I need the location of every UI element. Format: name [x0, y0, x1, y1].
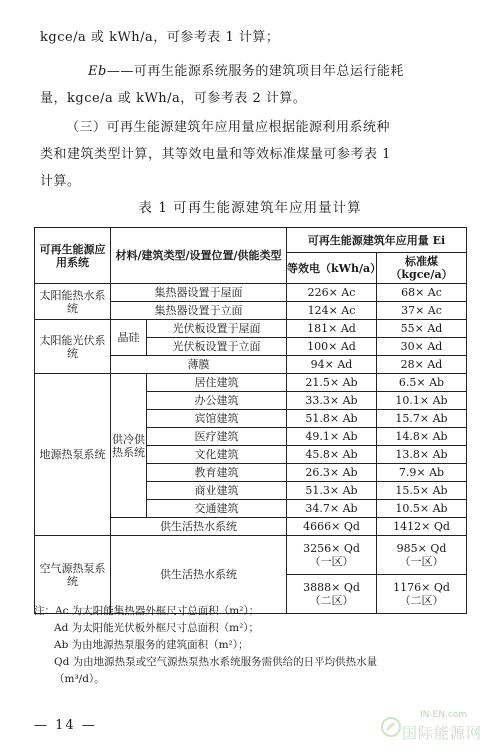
- elec-value: 33.3× Ab: [287, 392, 377, 410]
- paragraph-line-1: [40, 26, 470, 45]
- coal-value: 30× Ad: [377, 338, 467, 356]
- zone-label: （一区）: [309, 555, 354, 568]
- row-label: 薄膜: [111, 356, 287, 374]
- row-label: 宾馆建筑: [147, 410, 287, 428]
- row-label: 医疗建筑: [147, 428, 287, 446]
- header-system: 可再生能源应用系统: [35, 228, 111, 284]
- watermark: [380, 710, 490, 746]
- paragraph-section-3: [40, 114, 470, 195]
- header-row-1: [35, 228, 467, 253]
- value: 3256× Qd: [303, 542, 360, 555]
- zone-label: （一区）: [399, 555, 444, 568]
- eb-line-cont: 量，kgce/a 或 kWh/a，可参考表 2 计算。: [40, 91, 307, 106]
- note-line: 注：Ac 为太阳能集热器外框尺寸总面积（m²）；: [34, 605, 260, 617]
- eb-text: ——可再生能源系统服务的建筑项目年总运行能耗: [106, 64, 404, 79]
- row-label: 教育建筑: [147, 464, 287, 482]
- row-label: 办公建筑: [147, 392, 287, 410]
- row-label: 集热器设置于立面: [111, 302, 287, 320]
- coal-value: 10.1× Ab: [377, 392, 467, 410]
- elec-value: 51.3× Ab: [287, 482, 377, 500]
- table-row: [35, 536, 467, 575]
- note-line: Qd 为由地源热泵或空气源热泵热水系统服务需供给的日平均供热水量: [54, 656, 378, 668]
- header-coal: 标准煤（kgce/a）: [377, 253, 467, 284]
- note-line: Ab 为由地源热泵服务的建筑面积（m²）；: [54, 639, 249, 651]
- elec-value: 34.7× Ab: [287, 500, 377, 518]
- elec-value: 100× Ad: [287, 338, 377, 356]
- group-air-source: 空气源热泵系统: [35, 536, 111, 614]
- group-heating-cooling: 供冷供热系统: [111, 374, 147, 518]
- elec-value: 51.8× Ab: [287, 410, 377, 428]
- coal-value: 7.9× Ab: [377, 464, 467, 482]
- energy-table: [34, 227, 467, 614]
- section-3-line-3: 计算。: [40, 174, 81, 189]
- watermark-name: 国际能源网: [402, 724, 483, 742]
- leaf-logo-icon: [380, 716, 402, 738]
- paragraph-eb-definition: [40, 58, 470, 112]
- coal-value: 14.8× Ab: [377, 428, 467, 446]
- elec-value-zone1: [287, 536, 377, 575]
- section-3-line-2: 类和建筑类型计算，其等效电量和等效标准煤量可参考表 1: [40, 147, 391, 162]
- coal-value-zone1: [377, 536, 467, 575]
- group-ground-source: 地源热泵系统: [35, 374, 111, 536]
- group-solar-thermal: 太阳能热水系统: [35, 284, 111, 320]
- value: 985× Qd: [396, 542, 447, 555]
- elec-value: 181× Ad: [287, 320, 377, 338]
- elec-value: 124× Ac: [287, 302, 377, 320]
- elec-value: 21.5× Ab: [287, 374, 377, 392]
- table-notes: [34, 603, 466, 688]
- zone-label: （二区）: [309, 594, 354, 607]
- page-number: — 14 —: [34, 718, 97, 733]
- elec-value: 26.3× Ab: [287, 464, 377, 482]
- coal-value: 10.5× Ab: [377, 500, 467, 518]
- group-solar-pv: 太阳能光伏系统: [35, 320, 111, 374]
- row-label: 光伏板设置于屋面: [147, 320, 287, 338]
- row-label: 供生活热水系统: [111, 518, 287, 536]
- table-row: [35, 374, 467, 392]
- eb-line: [40, 58, 470, 85]
- row-label: 商业建筑: [147, 482, 287, 500]
- section-3-line-1: （三）可再生能源建筑年应用量应根据能源利用系统种: [66, 120, 391, 135]
- coal-value: 15.5× Ab: [377, 482, 467, 500]
- elec-value: 49.1× Ab: [287, 428, 377, 446]
- table-caption: 表 1 可再生能源建筑年应用量计算: [138, 200, 362, 216]
- value: 1176× Qd: [393, 581, 450, 594]
- coal-value: 37× Ac: [377, 302, 467, 320]
- header-elec: 等效电（kWh/a）: [287, 253, 377, 284]
- row-label: 光伏板设置于立面: [147, 338, 287, 356]
- watermark-site: IN-EN.com: [420, 710, 468, 720]
- elec-value: 94× Ad: [287, 356, 377, 374]
- table-row: [35, 284, 467, 302]
- coal-value: 13.8× Ab: [377, 446, 467, 464]
- coal-value: 1412× Qd: [377, 518, 467, 536]
- coal-value: 68× Ac: [377, 284, 467, 302]
- elec-value: 4666× Qd: [287, 518, 377, 536]
- coal-value: 6.5× Ab: [377, 374, 467, 392]
- row-label: 供生活热水系统: [111, 536, 287, 614]
- row-label: 文化建筑: [147, 446, 287, 464]
- text-line: kgce/a 或 kWh/a，可参考表 1 计算；: [40, 30, 280, 45]
- elec-value: 45.8× Ab: [287, 446, 377, 464]
- elec-value: 226× Ac: [287, 284, 377, 302]
- row-label: 交通建筑: [147, 500, 287, 518]
- note-line: Ad 为太阳能光伏板外框尺寸总面积（m²）；: [54, 622, 260, 634]
- row-label: 居住建筑: [147, 374, 287, 392]
- group-crystal-si: 晶硅: [111, 320, 147, 356]
- coal-value: 28× Ad: [377, 356, 467, 374]
- coal-value: 55× Ad: [377, 320, 467, 338]
- eb-symbol: Eb: [88, 64, 107, 79]
- zone-label: （二区）: [399, 594, 444, 607]
- row-label: 集热器设置于屋面: [111, 284, 287, 302]
- table-row: [35, 320, 467, 338]
- coal-value: 15.7× Ab: [377, 410, 467, 428]
- header-annual: 可再生能源建筑年应用量 Ei: [287, 228, 467, 253]
- header-type: 材料/建筑类型/设置位置/供能类型: [111, 228, 287, 284]
- value: 3888× Qd: [303, 581, 360, 594]
- note-line: （m³/d）。: [54, 673, 105, 685]
